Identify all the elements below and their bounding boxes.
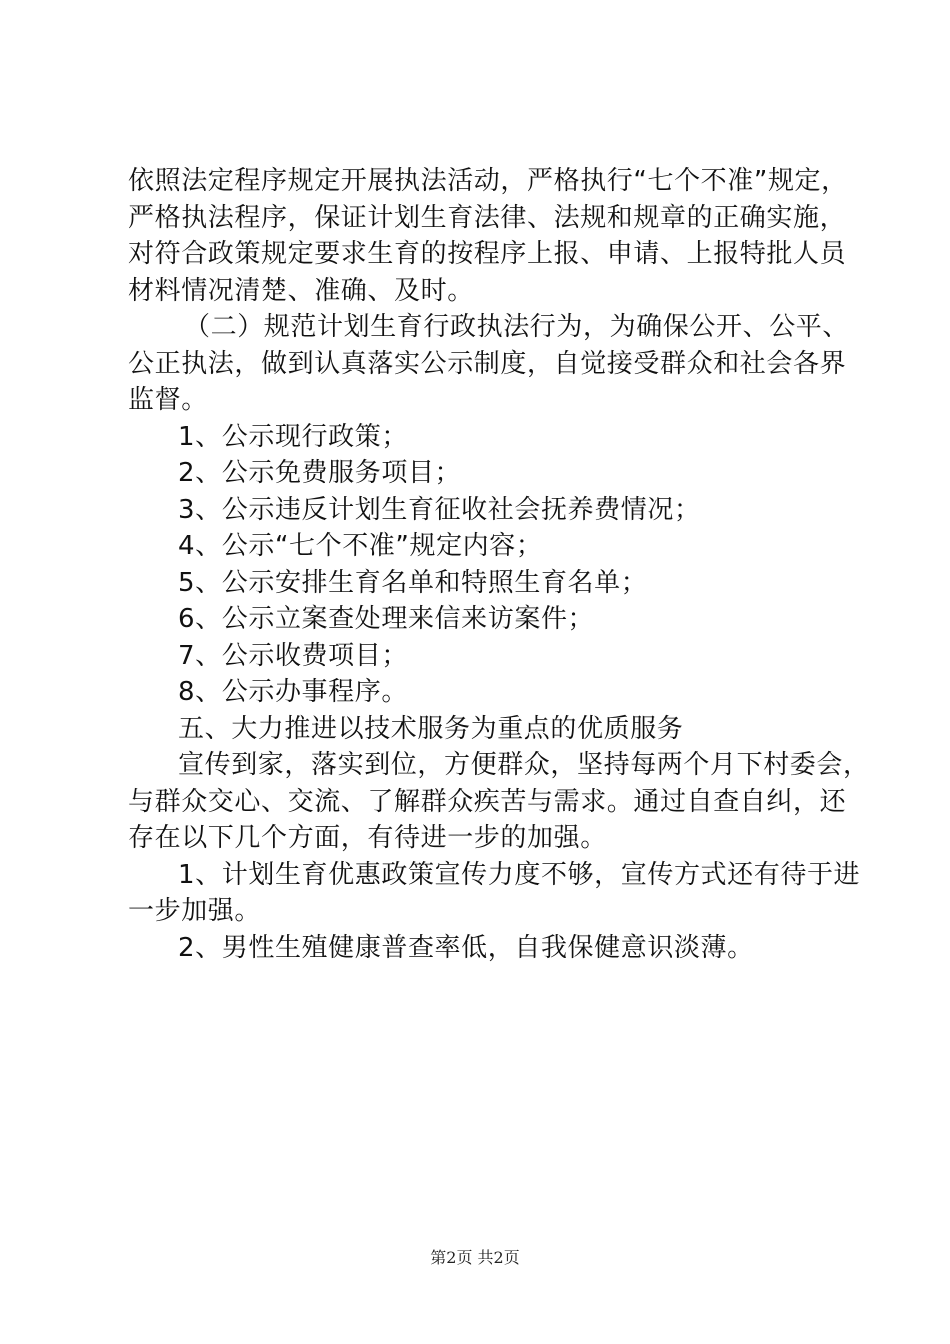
list-item: 5、公示安排生育名单和特照生育名单； [178,567,648,598]
list-item: 2、男性生殖健康普查率低，自我保健意识淡薄。 [178,932,754,963]
list-item: 6、公示立案查处理来信来访案件； [178,604,595,634]
section-heading: 五、大力推进以技术服务为重点的优质服务 [178,713,684,744]
list-item: 3、公示违反计划生育征收社会抚养费情况； [178,494,701,525]
text-line: 依照法定程序规定开展执法活动，严格执行“七个不准”规定， [128,166,848,196]
list-item: 4、公示“七个不准”规定内容； [178,531,543,561]
list-item: 7、公示收费项目； [178,640,408,671]
text-line: 严格执法程序，保证计划生育法律、法规和规章的正确实施， [128,202,847,233]
text-line: 存在以下几个方面，有待进一步的加强。 [128,823,607,853]
list-item: 1、公示现行政策； [178,421,408,452]
document-body [128,163,870,966]
list-item: 2、公示免费服务项目； [178,458,462,488]
text-line: 宣传到家，落实到位，方便群众，坚持每两个月下村委会， [178,750,870,780]
list-item: 8、公示办事程序。 [178,677,408,707]
text-line: 对符合政策规定要求生育的按程序上报、申请、上报特批人员 [128,239,847,269]
page-footer: 第2页 共2页 [430,1248,520,1267]
text-line: 与群众交心、交流、了解群众疾苦与需求。通过自查自纠，还 [128,786,847,817]
text-line: 一步加强。 [128,896,262,926]
list-item: 1、计划生育优惠政策宣传力度不够，宣传方式还有待于进 [178,859,861,890]
text-line: 公正执法，做到认真落实公示制度，自觉接受群众和社会各界 [128,348,847,379]
text-line: （二）规范计划生育行政执法行为，为确保公开、公平、 [184,312,850,342]
text-line: 材料情况清楚、准确、及时。 [128,275,474,306]
text-line: 监督。 [128,385,208,415]
